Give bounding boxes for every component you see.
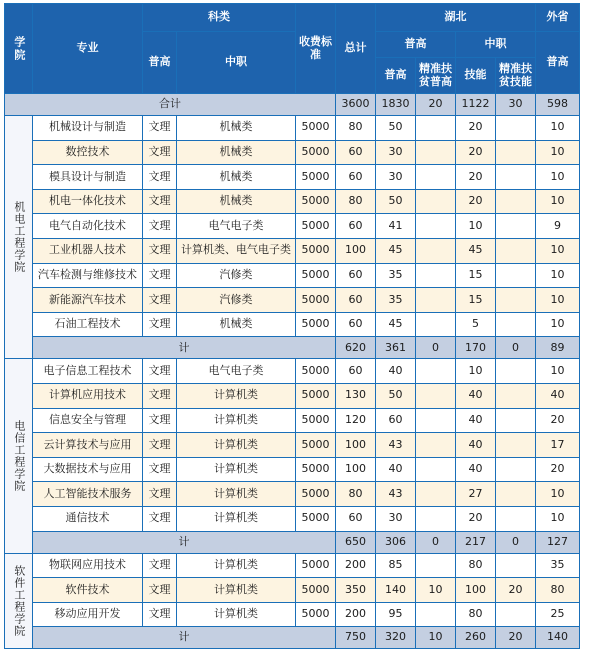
table-row xyxy=(5,263,580,288)
header-outside: 外省 xyxy=(536,4,580,32)
cell-sec: 计算机类 xyxy=(177,602,296,627)
cell-gp: 43 xyxy=(376,433,416,458)
cell-gp: 140 xyxy=(376,578,416,603)
cell-out: 80 xyxy=(536,578,580,603)
subtotal-skill: 260 xyxy=(456,627,496,649)
header-hubei-zhongzhi-skill: 技能 xyxy=(456,58,496,94)
cell-skill: 5 xyxy=(456,312,496,337)
cell-out: 10 xyxy=(536,189,580,214)
cell-fee: 5000 xyxy=(296,457,336,482)
cell-skill: 100 xyxy=(456,578,496,603)
cell-total: 130 xyxy=(336,383,376,408)
subtotal-skillp: 0 xyxy=(496,337,536,359)
cell-skill: 20 xyxy=(456,116,496,141)
cell-total: 80 xyxy=(336,189,376,214)
cell-skill: 20 xyxy=(456,140,496,165)
cell-major: 软件技术 xyxy=(33,578,143,603)
subtotal-out: 89 xyxy=(536,337,580,359)
table-row xyxy=(5,288,580,313)
subtotal-gp: 361 xyxy=(376,337,416,359)
cell-gpp xyxy=(416,433,456,458)
header-hubei-zhongzhi: 中职 xyxy=(456,32,536,58)
cell-sec: 机械类 xyxy=(177,189,296,214)
grand-total-total: 3600 xyxy=(336,94,376,116)
cell-fee: 5000 xyxy=(296,214,336,239)
cell-gpp xyxy=(416,165,456,190)
cell-fee: 5000 xyxy=(296,553,336,578)
cell-gp: 41 xyxy=(376,214,416,239)
subtotal-gp: 306 xyxy=(376,531,416,553)
table-row xyxy=(5,506,580,531)
cell-out: 35 xyxy=(536,553,580,578)
cell-skillp xyxy=(496,263,536,288)
cell-major: 计算机应用技术 xyxy=(33,383,143,408)
subtotal-gp: 320 xyxy=(376,627,416,649)
cell-skill: 40 xyxy=(456,433,496,458)
cell-fee: 5000 xyxy=(296,116,336,141)
cell-total: 60 xyxy=(336,214,376,239)
cell-fee: 5000 xyxy=(296,312,336,337)
cell-fee: 5000 xyxy=(296,506,336,531)
header-category: 科类 xyxy=(143,4,296,32)
table-row xyxy=(5,140,580,165)
cell-fee: 5000 xyxy=(296,383,336,408)
college-name: 软件工程学院 xyxy=(5,553,33,649)
cell-total: 200 xyxy=(336,553,376,578)
cell-total: 100 xyxy=(336,238,376,263)
cell-total: 60 xyxy=(336,140,376,165)
table-row xyxy=(5,383,580,408)
cell-cat: 文理 xyxy=(143,189,177,214)
header-hubei-gaozhong-precise: 精准扶贫普高 xyxy=(416,58,456,94)
table-row xyxy=(5,553,580,578)
header-college: 学院 xyxy=(5,4,33,94)
cell-major: 云计算技术与应用 xyxy=(33,433,143,458)
cell-cat: 文理 xyxy=(143,165,177,190)
cell-fee: 5000 xyxy=(296,238,336,263)
cell-sec: 计算机类 xyxy=(177,408,296,433)
table-row xyxy=(5,116,580,141)
cell-skillp xyxy=(496,506,536,531)
cell-total: 60 xyxy=(336,288,376,313)
cell-fee: 5000 xyxy=(296,433,336,458)
cell-sec: 机械类 xyxy=(177,140,296,165)
cell-fee: 5000 xyxy=(296,602,336,627)
cell-gp: 43 xyxy=(376,482,416,507)
cell-skill: 10 xyxy=(456,359,496,384)
cell-total: 100 xyxy=(336,457,376,482)
cell-fee: 5000 xyxy=(296,359,336,384)
cell-out: 10 xyxy=(536,506,580,531)
cell-fee: 5000 xyxy=(296,578,336,603)
subtotal-total: 750 xyxy=(336,627,376,649)
cell-skillp xyxy=(496,116,536,141)
cell-skillp xyxy=(496,189,536,214)
subtotal-skill: 217 xyxy=(456,531,496,553)
cell-cat: 文理 xyxy=(143,214,177,239)
cell-gp: 50 xyxy=(376,116,416,141)
grand-total-skill: 1122 xyxy=(456,94,496,116)
cell-out: 20 xyxy=(536,408,580,433)
cell-skill: 15 xyxy=(456,263,496,288)
table-row xyxy=(5,408,580,433)
header-cat-zhongzhi: 中职 xyxy=(177,32,296,94)
cell-cat: 文理 xyxy=(143,116,177,141)
cell-gp: 45 xyxy=(376,238,416,263)
cell-fee: 5000 xyxy=(296,263,336,288)
cell-total: 200 xyxy=(336,602,376,627)
cell-out: 10 xyxy=(536,116,580,141)
cell-out: 40 xyxy=(536,383,580,408)
cell-total: 80 xyxy=(336,482,376,507)
grand-total-row xyxy=(5,94,580,116)
cell-total: 100 xyxy=(336,433,376,458)
cell-major: 新能源汽车技术 xyxy=(33,288,143,313)
cell-out: 9 xyxy=(536,214,580,239)
header-outside-gaozhong: 普高 xyxy=(536,32,580,94)
cell-fee: 5000 xyxy=(296,140,336,165)
table-body xyxy=(5,94,580,649)
cell-gpp xyxy=(416,116,456,141)
cell-skill: 10 xyxy=(456,214,496,239)
cell-major: 电子信息工程技术 xyxy=(33,359,143,384)
cell-cat: 文理 xyxy=(143,602,177,627)
cell-major: 通信技术 xyxy=(33,506,143,531)
cell-total: 60 xyxy=(336,312,376,337)
cell-sec: 电气电子类 xyxy=(177,359,296,384)
cell-skillp xyxy=(496,214,536,239)
cell-out: 17 xyxy=(536,433,580,458)
subtotal-label: 计 xyxy=(33,337,336,359)
cell-gp: 85 xyxy=(376,553,416,578)
cell-gp: 30 xyxy=(376,506,416,531)
cell-fee: 5000 xyxy=(296,482,336,507)
cell-total: 350 xyxy=(336,578,376,603)
cell-major: 汽车检测与维修技术 xyxy=(33,263,143,288)
enrollment-plan-table xyxy=(4,3,580,649)
cell-gpp xyxy=(416,383,456,408)
table-row xyxy=(5,602,580,627)
cell-sec: 计算机类 xyxy=(177,578,296,603)
cell-skill: 40 xyxy=(456,457,496,482)
cell-gpp xyxy=(416,602,456,627)
cell-out: 10 xyxy=(536,288,580,313)
cell-gpp xyxy=(416,140,456,165)
cell-fee: 5000 xyxy=(296,288,336,313)
cell-sec: 计算机类 xyxy=(177,506,296,531)
cell-total: 120 xyxy=(336,408,376,433)
subtotal-skill: 170 xyxy=(456,337,496,359)
cell-out: 10 xyxy=(536,238,580,263)
cell-cat: 文理 xyxy=(143,482,177,507)
table-row xyxy=(5,578,580,603)
subtotal-label: 计 xyxy=(33,531,336,553)
cell-skillp xyxy=(496,408,536,433)
cell-major: 移动应用开发 xyxy=(33,602,143,627)
enrollment-plan-table-wrapper xyxy=(4,3,580,649)
cell-major: 机电一体化技术 xyxy=(33,189,143,214)
subtotal-skillp: 0 xyxy=(496,531,536,553)
cell-gpp xyxy=(416,312,456,337)
cell-cat: 文理 xyxy=(143,408,177,433)
subtotal-gpp: 0 xyxy=(416,531,456,553)
cell-major: 电气自动化技术 xyxy=(33,214,143,239)
cell-gp: 45 xyxy=(376,312,416,337)
cell-major: 数控技术 xyxy=(33,140,143,165)
cell-skill: 80 xyxy=(456,602,496,627)
cell-major: 信息安全与管理 xyxy=(33,408,143,433)
subtotal-row xyxy=(5,627,580,649)
cell-skillp xyxy=(496,288,536,313)
cell-out: 10 xyxy=(536,312,580,337)
cell-cat: 文理 xyxy=(143,312,177,337)
cell-skill: 20 xyxy=(456,189,496,214)
cell-sec: 机械类 xyxy=(177,312,296,337)
cell-cat: 文理 xyxy=(143,553,177,578)
cell-gp: 95 xyxy=(376,602,416,627)
cell-gpp xyxy=(416,457,456,482)
cell-out: 10 xyxy=(536,165,580,190)
header-hubei: 湖北 xyxy=(376,4,536,32)
cell-skill: 40 xyxy=(456,408,496,433)
cell-gp: 40 xyxy=(376,457,416,482)
table-row xyxy=(5,359,580,384)
cell-major: 大数据技术与应用 xyxy=(33,457,143,482)
cell-cat: 文理 xyxy=(143,578,177,603)
cell-sec: 计算机类 xyxy=(177,482,296,507)
cell-gpp xyxy=(416,482,456,507)
cell-gp: 40 xyxy=(376,359,416,384)
subtotal-total: 650 xyxy=(336,531,376,553)
cell-gp: 50 xyxy=(376,189,416,214)
cell-skill: 15 xyxy=(456,288,496,313)
cell-cat: 文理 xyxy=(143,433,177,458)
cell-skill: 40 xyxy=(456,383,496,408)
cell-total: 60 xyxy=(336,506,376,531)
grand-total-skillp: 30 xyxy=(496,94,536,116)
cell-fee: 5000 xyxy=(296,189,336,214)
cell-gpp xyxy=(416,288,456,313)
cell-total: 60 xyxy=(336,263,376,288)
subtotal-out: 127 xyxy=(536,531,580,553)
cell-skillp xyxy=(496,457,536,482)
subtotal-row xyxy=(5,531,580,553)
cell-gp: 50 xyxy=(376,383,416,408)
cell-total: 60 xyxy=(336,359,376,384)
college-name: 机电工程学院 xyxy=(5,116,33,359)
header-hubei-gaozhong-general: 普高 xyxy=(376,58,416,94)
cell-skillp xyxy=(496,359,536,384)
cell-cat: 文理 xyxy=(143,457,177,482)
cell-fee: 5000 xyxy=(296,165,336,190)
subtotal-total: 620 xyxy=(336,337,376,359)
cell-gpp xyxy=(416,408,456,433)
table-row xyxy=(5,189,580,214)
grand-total-label: 合计 xyxy=(5,94,336,116)
cell-gpp xyxy=(416,553,456,578)
cell-total: 60 xyxy=(336,165,376,190)
cell-sec: 机械类 xyxy=(177,165,296,190)
header-cat-gaozhong: 普高 xyxy=(143,32,177,94)
table-row xyxy=(5,482,580,507)
table-row xyxy=(5,433,580,458)
grand-total-out: 598 xyxy=(536,94,580,116)
cell-gpp xyxy=(416,506,456,531)
cell-skillp xyxy=(496,238,536,263)
cell-total: 80 xyxy=(336,116,376,141)
cell-skillp xyxy=(496,482,536,507)
cell-sec: 计算机类 xyxy=(177,457,296,482)
cell-cat: 文理 xyxy=(143,288,177,313)
cell-gp: 30 xyxy=(376,165,416,190)
cell-skillp xyxy=(496,312,536,337)
subtotal-label: 计 xyxy=(33,627,336,649)
cell-out: 10 xyxy=(536,359,580,384)
cell-out: 10 xyxy=(536,140,580,165)
cell-skill: 27 xyxy=(456,482,496,507)
cell-cat: 文理 xyxy=(143,238,177,263)
cell-gp: 60 xyxy=(376,408,416,433)
cell-skillp: 20 xyxy=(496,578,536,603)
header-total: 总计 xyxy=(336,4,376,94)
table-row xyxy=(5,165,580,190)
cell-skill: 45 xyxy=(456,238,496,263)
cell-skillp xyxy=(496,433,536,458)
cell-skill: 80 xyxy=(456,553,496,578)
cell-sec: 计算机类 xyxy=(177,383,296,408)
subtotal-gpp: 0 xyxy=(416,337,456,359)
cell-cat: 文理 xyxy=(143,140,177,165)
table-row xyxy=(5,214,580,239)
header-hubei-gaozhong: 普高 xyxy=(376,32,456,58)
cell-gpp xyxy=(416,189,456,214)
subtotal-row xyxy=(5,337,580,359)
cell-sec: 汽修类 xyxy=(177,263,296,288)
cell-out: 20 xyxy=(536,457,580,482)
subtotal-gpp: 10 xyxy=(416,627,456,649)
cell-major: 人工智能技术服务 xyxy=(33,482,143,507)
cell-sec: 计算机类 xyxy=(177,433,296,458)
cell-gpp: 10 xyxy=(416,578,456,603)
grand-total-gpp: 20 xyxy=(416,94,456,116)
cell-out: 10 xyxy=(536,482,580,507)
cell-cat: 文理 xyxy=(143,383,177,408)
cell-major: 石油工程技术 xyxy=(33,312,143,337)
header-fee: 收费标准 xyxy=(296,4,336,94)
cell-sec: 机械类 xyxy=(177,116,296,141)
cell-skill: 20 xyxy=(456,165,496,190)
cell-sec: 汽修类 xyxy=(177,288,296,313)
college-name: 电信工程学院 xyxy=(5,359,33,553)
cell-cat: 文理 xyxy=(143,506,177,531)
cell-sec: 计算机类、电气电子类 xyxy=(177,238,296,263)
header-major: 专业 xyxy=(33,4,143,94)
cell-gpp xyxy=(416,238,456,263)
cell-cat: 文理 xyxy=(143,263,177,288)
cell-gp: 30 xyxy=(376,140,416,165)
cell-skillp xyxy=(496,383,536,408)
cell-skillp xyxy=(496,553,536,578)
cell-skillp xyxy=(496,140,536,165)
cell-sec: 计算机类 xyxy=(177,553,296,578)
cell-gpp xyxy=(416,263,456,288)
cell-skillp xyxy=(496,165,536,190)
subtotal-skillp: 20 xyxy=(496,627,536,649)
cell-cat: 文理 xyxy=(143,359,177,384)
subtotal-out: 140 xyxy=(536,627,580,649)
cell-skillp xyxy=(496,602,536,627)
cell-sec: 电气电子类 xyxy=(177,214,296,239)
cell-gp: 35 xyxy=(376,288,416,313)
table-row xyxy=(5,238,580,263)
grand-total-gp: 1830 xyxy=(376,94,416,116)
cell-out: 25 xyxy=(536,602,580,627)
cell-gp: 35 xyxy=(376,263,416,288)
cell-out: 10 xyxy=(536,263,580,288)
cell-gpp xyxy=(416,359,456,384)
header-hubei-zhongzhi-precise: 精准扶贫技能 xyxy=(496,58,536,94)
table-row xyxy=(5,312,580,337)
cell-skill: 20 xyxy=(456,506,496,531)
cell-major: 机械设计与制造 xyxy=(33,116,143,141)
table-row xyxy=(5,457,580,482)
cell-major: 物联网应用技术 xyxy=(33,553,143,578)
cell-fee: 5000 xyxy=(296,408,336,433)
cell-major: 工业机器人技术 xyxy=(33,238,143,263)
cell-gpp xyxy=(416,214,456,239)
cell-major: 模具设计与制造 xyxy=(33,165,143,190)
